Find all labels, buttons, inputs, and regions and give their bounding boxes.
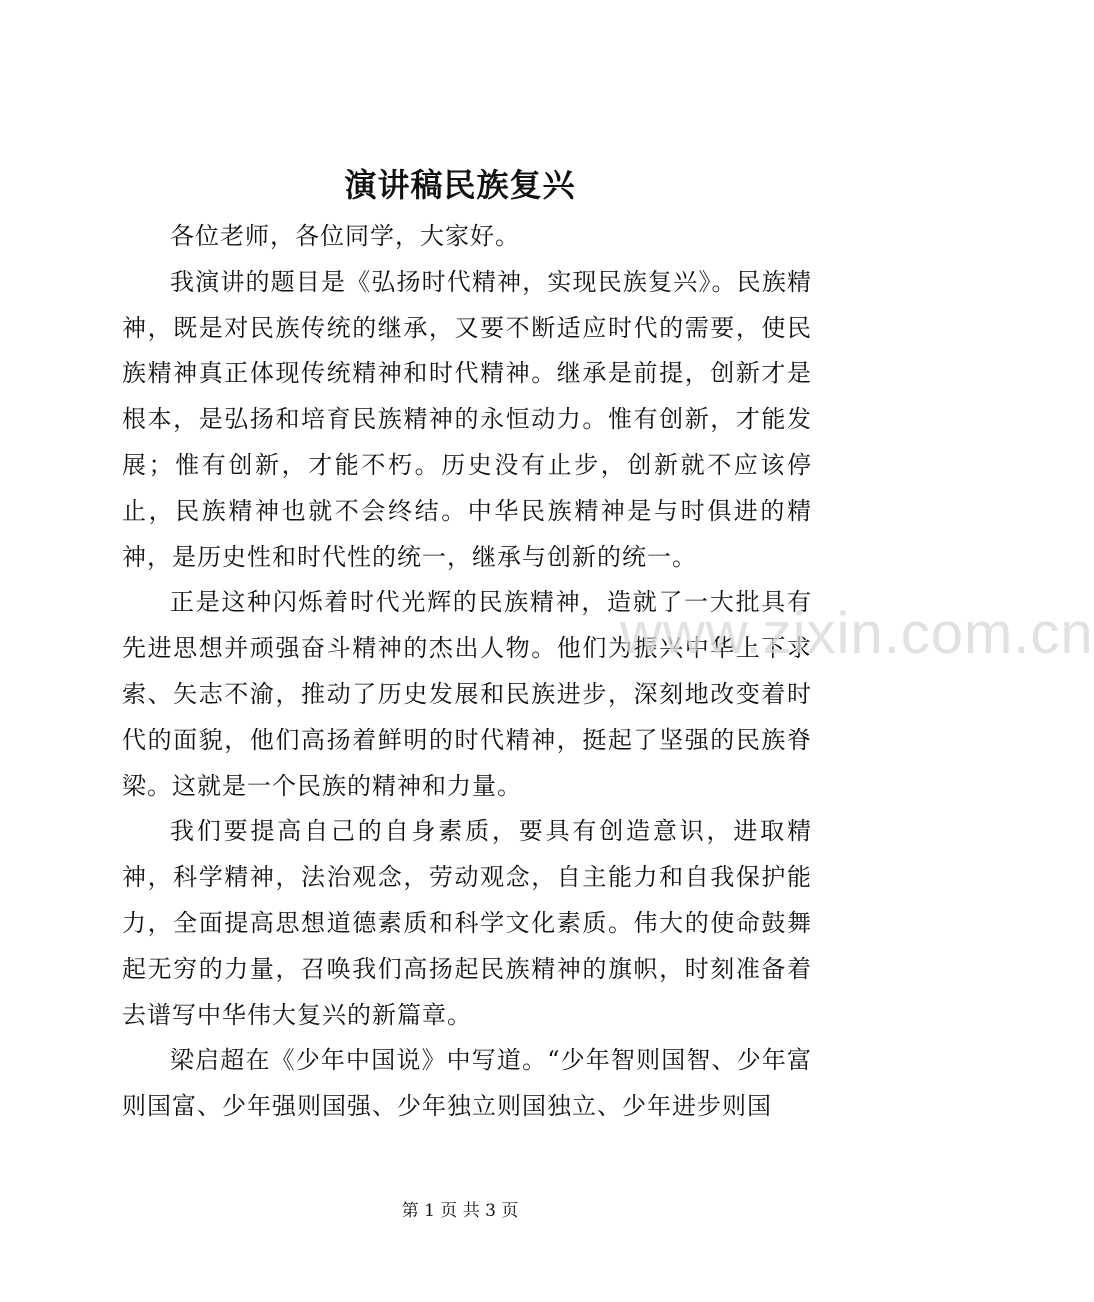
- paragraph-quote: 梁启超在《少年中国说》中写道。“少年智则国智、少年富则国富、少年强则国强、少年独立则国独立、少年进步则国: [122, 1046, 812, 1121]
- watermark-text: www.zixin.com.cn: [620, 601, 1094, 666]
- paragraph-heroes: 正是这种闪烁着时代光辉的民族精神，造就了一大批具有先进思想并顽强奋斗精神的杰出人物。他们为振兴中华上下求索、矢志不渝，推动了历史发展和民族进步，深刻地改变着时代的面貌，他们高扬着鲜明的时代精神，挺起了坚强的民族脊梁。这就是一个民族的精神和力量。: [122, 588, 812, 800]
- document-title: 演讲稿民族复兴: [344, 166, 576, 204]
- page-footer: 第 1 页 共 3 页: [401, 1201, 519, 1221]
- paragraph-quality: 我们要提高自己的自身素质，要具有创造意识，进取精神，科学精神，法治观念，劳动观念，自主能力和自我保护能力，全面提高思想道德素质和科学文化素质。伟大的使命鼓舞起无穷的力量，召唤我们高扬起民族精神的旗帜，时刻准备着去谱写中华伟大复兴的新篇章。: [122, 817, 812, 1029]
- paragraph-greeting: 各位老师，各位同学，大家好。: [170, 222, 520, 250]
- paragraph-topic: 我演讲的题目是《弘扬时代精神，实现民族复兴》。民族精神，既是对民族传统的继承，又要不断适应时代的需要，使民族精神真正体现传统精神和时代精神。继承是前提，创新才是根本，是弘扬和培育民族精神的永恒动力。惟有创新，才能发展；惟有创新，才能不朽。历史没有止步，创新就不应该停止，民族精神也就不会终结。中华民族精神是与时俱进的精神，是历史性和时代性的统一，继承与创新的统一。: [122, 267, 812, 571]
- document-body: [122, 214, 812, 1130]
